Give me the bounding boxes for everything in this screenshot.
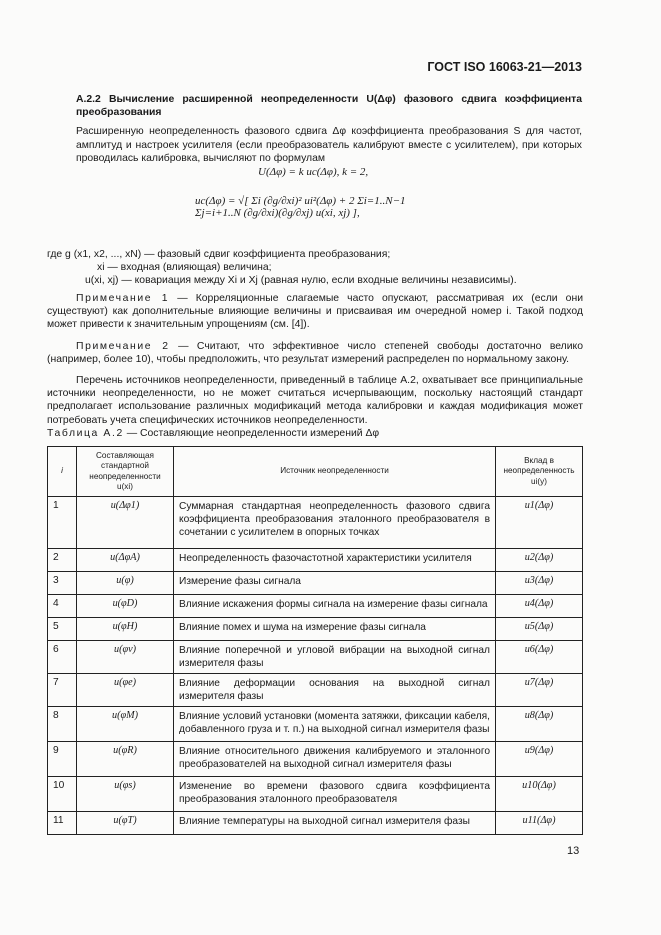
sources-paragraph-text: Перечень источников неопределенности, приведенный в таблице А.2, охватывает все принципиальные источники неопределенности, но не может считаться исчерпывающим, поскольку настоящий стандарт предполагает использование различных модификаций метода калибровки и каждая модификация может потребовать учета специфических источников неопределенности. xyxy=(47,375,583,426)
row-index: 9 xyxy=(48,742,77,777)
table-caption-text: — Составляющие неопределенности измерений Δφ xyxy=(123,428,380,439)
row-component: u(ΔφA) xyxy=(77,549,174,572)
table-row xyxy=(48,707,583,742)
row-index: 11 xyxy=(48,812,77,835)
note-1-text: — Корреляционные слагаемые часто опускают, рассматривая их (если они существуют) как дополнительные влияющие величины и присваивая им очередной номер i. Такой подход может привести к значительным упрощениям (см. [4]). xyxy=(47,293,583,331)
row-index: 4 xyxy=(48,595,77,618)
header-source: Источник неопределенности xyxy=(174,447,496,497)
header-component: Составляющая стандартной неопределенности u(xi) xyxy=(77,447,174,497)
formula-combined-uncertainty: uc(Δφ) = √[ Σi (∂g/∂xi)² ui²(Δφ) + 2 Σi=1..N−1 Σj=i+1..N (∂g/∂xi)(∂g/∂xj) u(xi, xj) ], xyxy=(195,195,406,219)
row-component: u(φs) xyxy=(77,777,174,812)
row-contribution: u9(Δφ) xyxy=(496,742,583,777)
row-contribution: u5(Δφ) xyxy=(496,618,583,641)
table-caption xyxy=(47,428,379,439)
row-contribution: u1(Δφ) xyxy=(496,497,583,549)
definition-g: где g (x1, x2, ..., xN) — фазовый сдвиг коэффициента преобразования; xyxy=(47,249,391,260)
row-source: Влияние условий установки (момента затяжки, фиксации кабеля, добавленного груза и т. п.) на выходной сигнал измерителя фазы xyxy=(174,707,496,742)
row-contribution: u7(Δφ) xyxy=(496,674,583,707)
row-index: 6 xyxy=(48,641,77,674)
row-index: 8 xyxy=(48,707,77,742)
note-2-label: Примечание 2 xyxy=(76,340,170,352)
section-a22 xyxy=(76,93,582,165)
table-row xyxy=(48,812,583,835)
row-index: 3 xyxy=(48,572,77,595)
table-row xyxy=(48,618,583,641)
page-number: 13 xyxy=(567,845,580,857)
row-contribution: u2(Δφ) xyxy=(496,549,583,572)
row-index: 5 xyxy=(48,618,77,641)
table-row xyxy=(48,497,583,549)
definitions xyxy=(47,248,583,288)
header-contribution: Вклад в неопределенность ui(y) xyxy=(496,447,583,497)
table-row xyxy=(48,777,583,812)
table-row xyxy=(48,641,583,674)
table-row xyxy=(48,742,583,777)
row-contribution: u8(Δφ) xyxy=(496,707,583,742)
row-component: u(φR) xyxy=(77,742,174,777)
note-2 xyxy=(47,340,583,366)
row-source: Измерение фазы сигнала xyxy=(174,572,496,595)
row-source: Суммарная стандартная неопределенность фазового сдвига коэффициента преобразования эталонного преобразователя в сочетании с усилителем в опорных точках xyxy=(174,497,496,549)
row-component: u(φH) xyxy=(77,618,174,641)
table-row xyxy=(48,595,583,618)
row-component: u(φT) xyxy=(77,812,174,835)
table-header-row xyxy=(48,447,583,497)
row-index: 7 xyxy=(48,674,77,707)
row-component: u(φ) xyxy=(77,572,174,595)
row-contribution: u3(Δφ) xyxy=(496,572,583,595)
section-paragraph: Расширенную неопределенность фазового сдвига Δφ коэффициента преобразования S для частот, амплитуд и настроек усилителя (если преобразователь калибруют вместе с усилителем), при которых проводилась калибровка, вычисляют по формулам xyxy=(76,126,582,164)
document-header: ГОСТ ISO 16063-21—2013 xyxy=(427,60,582,74)
row-component: u(φv) xyxy=(77,641,174,674)
row-index: 10 xyxy=(48,777,77,812)
row-component: u(φD) xyxy=(77,595,174,618)
row-contribution: u10(Δφ) xyxy=(496,777,583,812)
section-title: A.2.2 Вычисление расширенной неопределенности U(Δφ) фазового сдвига коэффициента преобразования xyxy=(76,94,582,119)
definition-xi: xi — входная (влияющая) величина; xyxy=(97,262,272,274)
row-contribution: u11(Δφ) xyxy=(496,812,583,835)
row-component: u(Δφ1) xyxy=(77,497,174,549)
row-source: Влияние относительного движения калибруемого и эталонного преобразователей на выходной сигнал измерителя фазы xyxy=(174,742,496,777)
sources-paragraph xyxy=(47,374,583,427)
table-row xyxy=(48,674,583,707)
uncertainty-table xyxy=(47,446,583,835)
row-contribution: u4(Δφ) xyxy=(496,595,583,618)
row-contribution: u6(Δφ) xyxy=(496,641,583,674)
note-1-label: Примечание 1 xyxy=(76,293,170,304)
formula-expanded-uncertainty: U(Δφ) = k uc(Δφ), k = 2, xyxy=(258,166,369,178)
row-component: u(φe) xyxy=(77,674,174,707)
row-index: 2 xyxy=(48,549,77,572)
row-index: 1 xyxy=(48,497,77,549)
definition-covariance: u(xi, xj) — ковариация между Xi и Xj (равная нулю, если входные величины независимы). xyxy=(85,275,517,287)
row-source: Неопределенность фазочастотной характеристики усилителя xyxy=(174,549,496,572)
row-source: Изменение во времени фазового сдвига коэффициента преобразования эталонного преобразователя xyxy=(174,777,496,812)
table-row xyxy=(48,549,583,572)
row-source: Влияние помех и шума на измерение фазы сигнала xyxy=(174,618,496,641)
note-2-text: — Считают, что эффективное число степеней свободы достаточно велико (например, более 10), чтобы предположить, что результат измерений распределен по нормальному закону. xyxy=(47,340,583,365)
note-1 xyxy=(47,292,583,332)
row-source: Влияние поперечной и угловой вибрации на выходной сигнал измерителя фазы xyxy=(174,641,496,674)
table-row xyxy=(48,572,583,595)
row-source: Влияние искажения формы сигнала на измерение фазы сигнала xyxy=(174,595,496,618)
header-i: i xyxy=(48,447,77,497)
row-source: Влияние температуры на выходной сигнал измерителя фазы xyxy=(174,812,496,835)
notes xyxy=(47,292,583,433)
table-caption-label: Таблица А.2 xyxy=(47,428,124,439)
row-source: Влияние деформации основания на выходной сигнал измерителя фазы xyxy=(174,674,496,707)
row-component: u(φM) xyxy=(77,707,174,742)
